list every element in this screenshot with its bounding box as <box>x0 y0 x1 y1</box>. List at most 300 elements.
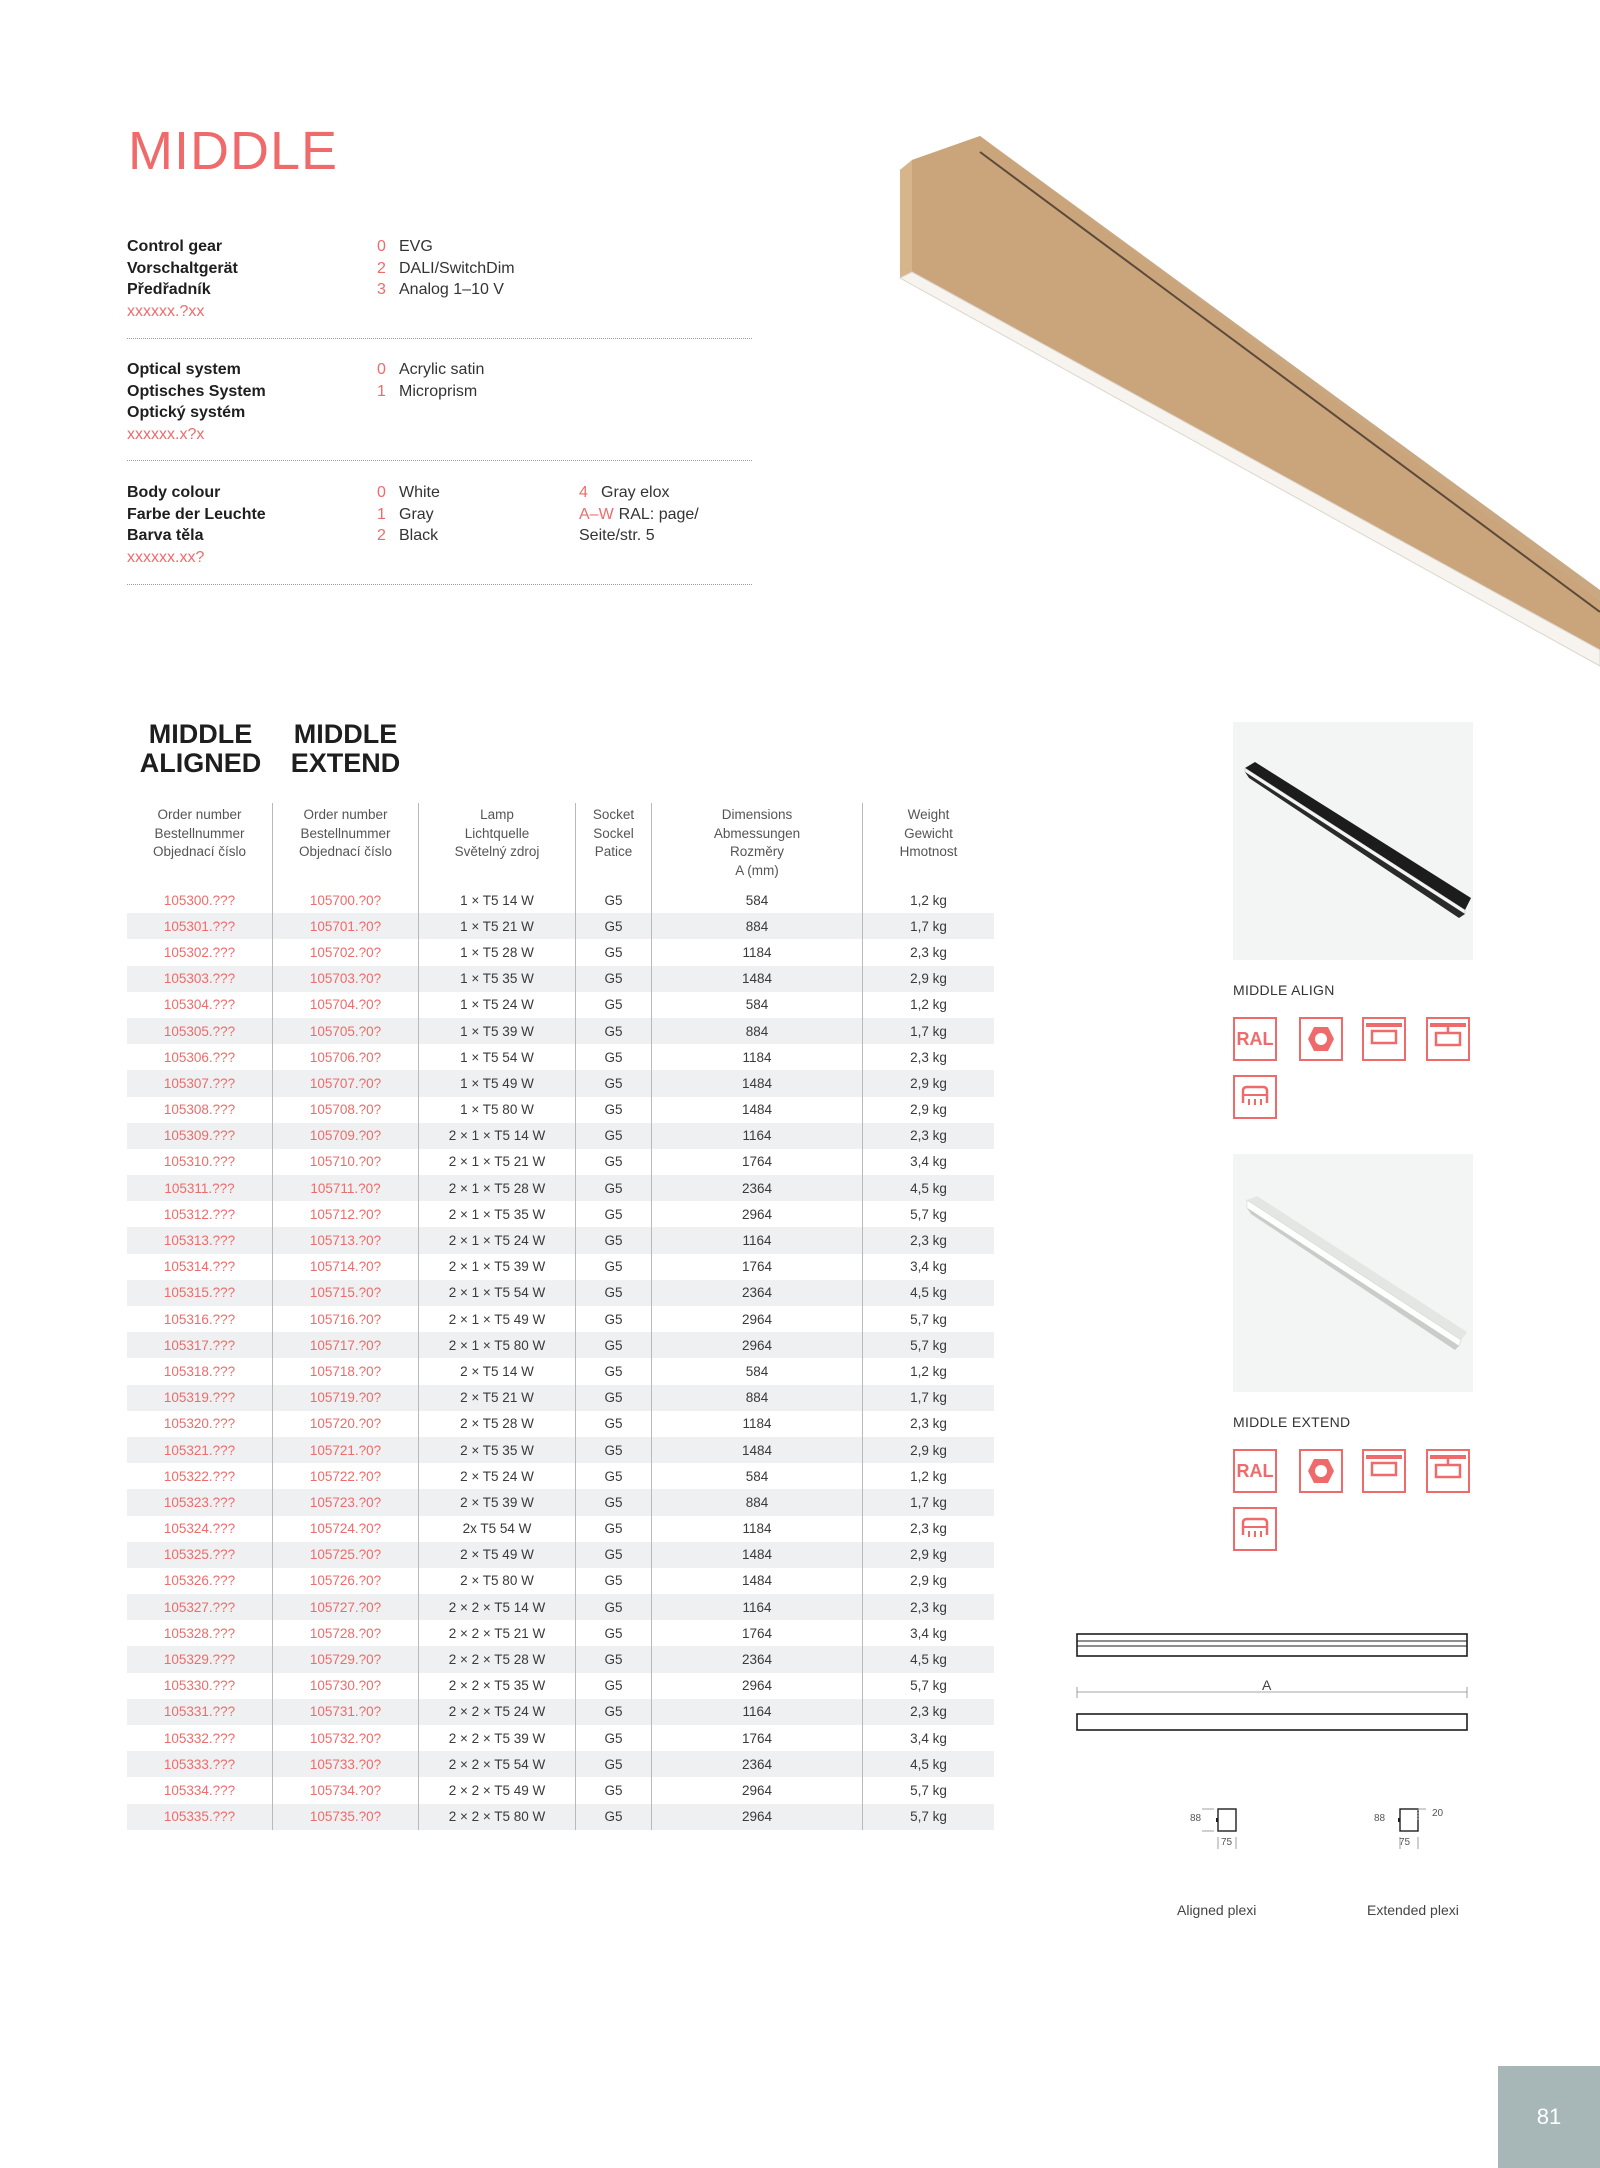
table-cell: 1 × T5 21 W <box>419 913 576 939</box>
table-cell: G5 <box>576 1594 652 1620</box>
table-row <box>127 1097 994 1123</box>
option-label: Optical system <box>127 361 241 378</box>
table-cell: 1764 <box>652 1254 863 1280</box>
suspended-mount-icon <box>1426 1017 1470 1061</box>
table-cell: 4,5 kg <box>863 1280 995 1306</box>
table-cell: 105735.?0? <box>273 1804 419 1830</box>
table-cell: 2364 <box>652 1175 863 1201</box>
table-cell: 105332.??? <box>163 1730 236 1746</box>
table-row <box>127 1489 994 1515</box>
table-cell: 5,7 kg <box>863 1777 995 1803</box>
table-cell: 105307.??? <box>127 1070 273 1096</box>
option-value: Seite/str. 5 <box>579 527 655 544</box>
table-cell: G5 <box>576 1306 652 1332</box>
table-cell: 2,9 kg <box>863 1437 995 1463</box>
extended-height-label: 88 <box>1374 1813 1386 1824</box>
table-cell: 105300.??? <box>163 892 236 908</box>
table-cell: 2 × T5 80 W <box>419 1568 576 1594</box>
table-cell: 2 × 1 × T5 28 W <box>419 1175 576 1201</box>
table-cell: 5,7 kg <box>863 1306 995 1332</box>
table-cell: 1,7 kg <box>863 1018 995 1044</box>
table-cell: 105303.??? <box>127 966 273 992</box>
table-cell: 105728.?0? <box>273 1620 419 1646</box>
table-row <box>127 992 994 1018</box>
table-cell: 105705.?0? <box>273 1018 419 1044</box>
table-cell: 2 × T5 21 W <box>419 1385 576 1411</box>
table-row <box>127 939 994 965</box>
table-cell: 105319.??? <box>127 1385 273 1411</box>
header-socket: Socket Sockel Patice <box>576 803 652 887</box>
table-cell: 2,9 kg <box>863 1568 995 1594</box>
table-cell: 105710.?0? <box>273 1149 419 1175</box>
table-cell: 1 × T5 54 W <box>419 1044 576 1070</box>
table-cell: 2,3 kg <box>863 1044 995 1070</box>
table-row <box>127 1699 994 1725</box>
table-cell: 1164 <box>652 1227 863 1253</box>
table-cell: 2364 <box>652 1646 863 1672</box>
table-row <box>127 1358 994 1384</box>
table-cell: G5 <box>576 1411 652 1437</box>
option-optical-system <box>127 359 752 449</box>
ral-icon: RAL <box>1233 1017 1277 1061</box>
table-cell: 105707.?0? <box>273 1070 419 1096</box>
table-cell: G5 <box>576 1280 652 1306</box>
table-cell: 105306.??? <box>163 1049 236 1065</box>
table-cell: 884 <box>652 1385 863 1411</box>
table-cell: G5 <box>576 1070 652 1096</box>
table-cell: 2 × 1 × T5 14 W <box>419 1123 576 1149</box>
table-cell: G5 <box>576 1463 652 1489</box>
table-cell: 1184 <box>652 1516 863 1542</box>
option-label: Vorschaltgerät <box>127 259 238 277</box>
table-cell: 2 × 2 × T5 28 W <box>419 1646 576 1672</box>
table-cell: 105718.?0? <box>273 1358 419 1384</box>
table-row <box>127 1673 994 1699</box>
table-cell: 105324.??? <box>163 1521 236 1537</box>
table-cell: 1164 <box>652 1699 863 1725</box>
table-cell: 1164 <box>652 1594 863 1620</box>
table-cell: G5 <box>576 1123 652 1149</box>
product-caption: MIDDLE EXTEND <box>1233 1414 1351 1430</box>
table-cell: 105702.?0? <box>273 939 419 965</box>
table-cell: 105315.??? <box>127 1280 273 1306</box>
table-row <box>127 1018 994 1044</box>
table-cell: 105720.?0? <box>273 1411 419 1437</box>
table-cell: 584 <box>652 992 863 1018</box>
table-cell: 105712.?0? <box>273 1201 419 1227</box>
table-cell: G5 <box>576 1489 652 1515</box>
table-cell: 2964 <box>652 1673 863 1699</box>
table-cell: 2 × 2 × T5 21 W <box>419 1620 576 1646</box>
table-cell: 105314.??? <box>163 1259 236 1275</box>
table-cell: 105334.??? <box>163 1782 236 1798</box>
table-cell: 2 × 2 × T5 24 W <box>419 1699 576 1725</box>
table-row <box>127 887 994 913</box>
table-cell: 105715.?0? <box>273 1280 419 1306</box>
table-cell: 2 × 1 × T5 21 W <box>419 1149 576 1175</box>
table-cell: 2364 <box>652 1751 863 1777</box>
table-cell: 105304.??? <box>163 997 236 1013</box>
table-row <box>127 1044 994 1070</box>
extended-ext-label: 20 <box>1432 1808 1444 1819</box>
table-cell: 2364 <box>652 1280 863 1306</box>
option-value: 2 Black <box>377 527 439 544</box>
table-cell: G5 <box>576 1673 652 1699</box>
table-cell: 105310.??? <box>163 1154 236 1170</box>
option-label: Optický systém <box>127 404 246 421</box>
table-cell: 1484 <box>652 1437 863 1463</box>
table-cell: 105726.?0? <box>273 1568 419 1594</box>
table-cell: 105722.?0? <box>273 1463 419 1489</box>
table-cell: 105326.??? <box>163 1573 236 1589</box>
table-cell: G5 <box>576 1175 652 1201</box>
table-cell: G5 <box>576 1751 652 1777</box>
table-cell: 105700.?0? <box>273 887 419 913</box>
table-cell: 105323.??? <box>127 1489 273 1515</box>
table-row <box>127 1254 994 1280</box>
table-cell: 2 × T5 49 W <box>419 1542 576 1568</box>
table-cell: G5 <box>576 1568 652 1594</box>
table-cell: 1484 <box>652 966 863 992</box>
table-cell: G5 <box>576 1044 652 1070</box>
table-cell: 584 <box>652 1463 863 1489</box>
table-cell: 105706.?0? <box>273 1044 419 1070</box>
table-cell: G5 <box>576 1018 652 1044</box>
aligned-caption: Aligned plexi <box>1177 1902 1257 1918</box>
table-cell: G5 <box>576 1097 652 1123</box>
table-cell: 1184 <box>652 939 863 965</box>
table-row <box>127 1568 994 1594</box>
hexagon-icon <box>1299 1449 1343 1493</box>
table-row <box>127 1306 994 1332</box>
table-cell: 105313.??? <box>127 1227 273 1253</box>
table-cell: 105711.?0? <box>273 1175 419 1201</box>
divider <box>127 338 752 339</box>
extended-width-label: 75 <box>1399 1837 1411 1848</box>
variant-aligned-heading: MIDDLE ALIGNED <box>139 719 262 778</box>
ral-icon: RAL <box>1233 1449 1277 1493</box>
option-value: 3 Analog 1–10 V <box>377 281 504 298</box>
table-cell: 105329.??? <box>127 1646 273 1672</box>
table-cell: 2,9 kg <box>863 1542 995 1568</box>
table-row <box>127 1777 994 1803</box>
table-cell: 2 × 2 × T5 80 W <box>419 1804 576 1830</box>
table-cell: 2964 <box>652 1777 863 1803</box>
option-value: 1 Gray <box>377 505 434 523</box>
table-cell: G5 <box>576 1358 652 1384</box>
table-cell: G5 <box>576 1620 652 1646</box>
table-row <box>127 1804 994 1830</box>
table-row <box>127 966 994 992</box>
option-label: Předřadník <box>127 281 211 298</box>
table-cell: 2,9 kg <box>863 1070 995 1096</box>
table-cell: 105733.?0? <box>273 1751 419 1777</box>
option-label: Farbe der Leuchte <box>127 505 266 523</box>
table-cell: G5 <box>576 1437 652 1463</box>
table-cell: 2 × 1 × T5 54 W <box>419 1280 576 1306</box>
table-cell: 584 <box>652 1358 863 1384</box>
table-cell: 2,9 kg <box>863 1097 995 1123</box>
table-cell: 105325.??? <box>127 1542 273 1568</box>
table-cell: 105318.??? <box>163 1363 236 1379</box>
table-cell: 105327.??? <box>127 1594 273 1620</box>
table-cell: 105331.??? <box>127 1699 273 1725</box>
header-weight: Weight Gewicht Hmotnost <box>863 803 995 887</box>
table-cell: G5 <box>576 1227 652 1253</box>
table-cell: 2 × 1 × T5 80 W <box>419 1332 576 1358</box>
table-cell: 105732.?0? <box>273 1725 419 1751</box>
table-cell: 1,2 kg <box>863 992 995 1018</box>
option-value: 2 DALI/SwitchDim <box>377 259 515 277</box>
table-row <box>127 1227 994 1253</box>
table-cell: 5,7 kg <box>863 1201 995 1227</box>
table-cell: 105309.??? <box>127 1123 273 1149</box>
table-cell: 2,3 kg <box>863 1123 995 1149</box>
table-row <box>127 1542 994 1568</box>
table-cell: G5 <box>576 1699 652 1725</box>
table-cell: 105724.?0? <box>273 1516 419 1542</box>
option-label: Body colour <box>127 484 221 501</box>
table-cell: 105713.?0? <box>273 1227 419 1253</box>
table-cell: 3,4 kg <box>863 1149 995 1175</box>
table-row <box>127 1725 994 1751</box>
table-cell: 3,4 kg <box>863 1725 995 1751</box>
table-cell: 105302.??? <box>163 944 236 960</box>
table-row <box>127 1280 994 1306</box>
table-cell: 105704.?0? <box>273 992 419 1018</box>
option-value: 1 Microprism <box>377 382 478 400</box>
option-body-colour <box>127 482 752 572</box>
table-row <box>127 1516 994 1542</box>
table-cell: 105317.??? <box>127 1332 273 1358</box>
luminaire-hero-image <box>880 130 1600 690</box>
table-cell: 1484 <box>652 1568 863 1594</box>
table-cell: 2,3 kg <box>863 1699 995 1725</box>
table-row <box>127 1385 994 1411</box>
table-cell: G5 <box>576 1149 652 1175</box>
table-cell: 5,7 kg <box>863 1673 995 1699</box>
option-value: A–W RAL: page/ <box>579 505 699 523</box>
table-cell: 2 × 1 × T5 39 W <box>419 1254 576 1280</box>
table-cell: 105328.??? <box>163 1625 236 1641</box>
option-code: xxxxxx.xx? <box>127 548 205 566</box>
table-cell: 1764 <box>652 1725 863 1751</box>
table-cell: 2,3 kg <box>863 1594 995 1620</box>
table-cell: 2 × 1 × T5 49 W <box>419 1306 576 1332</box>
table-cell: 1184 <box>652 1044 863 1070</box>
table-cell: 105729.?0? <box>273 1646 419 1672</box>
dali-driver-icon <box>1233 1075 1277 1119</box>
dali-driver-icon <box>1233 1507 1277 1551</box>
table-row <box>127 1463 994 1489</box>
table-cell: 1,7 kg <box>863 1489 995 1515</box>
table-cell: 2 × T5 24 W <box>419 1463 576 1489</box>
table-cell: 105734.?0? <box>273 1777 419 1803</box>
table-cell: 1764 <box>652 1149 863 1175</box>
table-cell: 2,3 kg <box>863 1227 995 1253</box>
table-cell: 1 × T5 80 W <box>419 1097 576 1123</box>
table-cell: 884 <box>652 913 863 939</box>
table-cell: 105312.??? <box>163 1206 236 1222</box>
option-code: xxxxxx.?xx <box>127 302 205 320</box>
page-title: MIDDLE <box>128 121 339 181</box>
table-cell: 105716.?0? <box>273 1306 419 1332</box>
table-cell: 105335.??? <box>127 1804 273 1830</box>
table-cell: 2964 <box>652 1804 863 1830</box>
table-cell: 1 × T5 35 W <box>419 966 576 992</box>
table-cell: 584 <box>652 887 863 913</box>
table-cell: G5 <box>576 1516 652 1542</box>
option-code: xxxxxx.x?x <box>127 425 205 443</box>
table-cell: 105703.?0? <box>273 966 419 992</box>
table-row <box>127 1123 994 1149</box>
table-cell: 105308.??? <box>163 1102 236 1118</box>
table-cell: 105701.?0? <box>273 913 419 939</box>
table-cell: 1484 <box>652 1542 863 1568</box>
table-cell: 2 × 2 × T5 54 W <box>419 1751 576 1777</box>
table-cell: 105301.??? <box>127 913 273 939</box>
table-cell: G5 <box>576 913 652 939</box>
suspended-mount-icon <box>1426 1449 1470 1493</box>
table-cell: G5 <box>576 1646 652 1672</box>
option-value: 4 Gray elox <box>579 484 670 501</box>
table-cell: 105721.?0? <box>273 1437 419 1463</box>
table-cell: G5 <box>576 887 652 913</box>
table-cell: 2 × T5 28 W <box>419 1411 576 1437</box>
table-cell: 2 × 2 × T5 35 W <box>419 1673 576 1699</box>
table-cell: 105316.??? <box>163 1311 236 1327</box>
option-value: 0 EVG <box>377 238 433 255</box>
table-cell: G5 <box>576 992 652 1018</box>
table-cell: G5 <box>576 1777 652 1803</box>
product-caption: MIDDLE ALIGN <box>1233 982 1335 998</box>
table-cell: G5 <box>576 1542 652 1568</box>
hexagon-icon <box>1299 1017 1343 1061</box>
extended-caption: Extended plexi <box>1367 1902 1459 1918</box>
table-cell: 105333.??? <box>127 1751 273 1777</box>
table-cell: 5,7 kg <box>863 1804 995 1830</box>
dimension-label: A <box>1262 1677 1272 1693</box>
table-cell: 2,3 kg <box>863 939 995 965</box>
table-row <box>127 1332 994 1358</box>
table-cell: 2 × 2 × T5 14 W <box>419 1594 576 1620</box>
table-cell: 2964 <box>652 1201 863 1227</box>
table-cell: 105730.?0? <box>273 1673 419 1699</box>
table-row <box>127 1411 994 1437</box>
table-cell: 4,5 kg <box>863 1751 995 1777</box>
technical-drawing <box>1072 1630 1472 1740</box>
table-cell: G5 <box>576 1332 652 1358</box>
table-cell: 105311.??? <box>127 1175 273 1201</box>
table-cell: 1 × T5 24 W <box>419 992 576 1018</box>
table-cell: 1,2 kg <box>863 1463 995 1489</box>
table-cell: 1484 <box>652 1070 863 1096</box>
table-cell: G5 <box>576 1385 652 1411</box>
table-cell: 4,5 kg <box>863 1646 995 1672</box>
table-cell: 2 × 2 × T5 49 W <box>419 1777 576 1803</box>
table-cell: G5 <box>576 1201 652 1227</box>
table-row <box>127 1594 994 1620</box>
page-number: 81 <box>1498 2066 1600 2168</box>
table-cell: 884 <box>652 1018 863 1044</box>
table-cell: 2 × T5 39 W <box>419 1489 576 1515</box>
table-row <box>127 1751 994 1777</box>
table-cell: 2 × 1 × T5 24 W <box>419 1227 576 1253</box>
header-order-aligned: Order number Bestellnummer Objednací číslo <box>152 807 247 859</box>
table-cell: 1 × T5 39 W <box>419 1018 576 1044</box>
table-cell: G5 <box>576 966 652 992</box>
table-row <box>127 1175 994 1201</box>
table-cell: 105330.??? <box>163 1678 236 1694</box>
table-cell: 2,9 kg <box>863 966 995 992</box>
table-cell: 2964 <box>652 1332 863 1358</box>
aligned-height-label: 88 <box>1190 1813 1202 1824</box>
option-control-gear <box>127 236 752 326</box>
table-cell: G5 <box>576 1725 652 1751</box>
table-cell: 3,4 kg <box>863 1254 995 1280</box>
table-header-row <box>127 803 994 887</box>
table-cell: 105709.?0? <box>273 1123 419 1149</box>
table-row <box>127 1646 994 1672</box>
table-cell: 2,3 kg <box>863 1516 995 1542</box>
table-row <box>127 1149 994 1175</box>
table-cell: 105320.??? <box>163 1416 236 1432</box>
header-order-extend: Order number Bestellnummer Objednací číslo <box>273 803 419 887</box>
table-cell: 1164 <box>652 1123 863 1149</box>
table-cell: G5 <box>576 1254 652 1280</box>
table-cell: 2 × 2 × T5 39 W <box>419 1725 576 1751</box>
table-cell: 2 × 1 × T5 35 W <box>419 1201 576 1227</box>
table-cell: G5 <box>576 939 652 965</box>
table-cell: G5 <box>576 1804 652 1830</box>
table-cell: 105305.??? <box>127 1018 273 1044</box>
surface-mount-icon <box>1362 1449 1406 1493</box>
table-cell: 884 <box>652 1489 863 1515</box>
table-cell: 105725.?0? <box>273 1542 419 1568</box>
option-label: Control gear <box>127 238 223 255</box>
option-value: 0 White <box>377 484 440 501</box>
table-cell: 105731.?0? <box>273 1699 419 1725</box>
header-dimensions: Dimensions Abmessungen Rozměry A (mm) <box>652 803 863 887</box>
table-cell: 4,5 kg <box>863 1175 995 1201</box>
spec-table <box>127 803 994 1830</box>
surface-mount-icon <box>1362 1017 1406 1061</box>
table-cell: 1484 <box>652 1097 863 1123</box>
option-value: 0 Acrylic satin <box>377 361 485 378</box>
table-cell: 3,4 kg <box>863 1620 995 1646</box>
table-cell: 2964 <box>652 1306 863 1332</box>
table-cell: 1,7 kg <box>863 1385 995 1411</box>
aligned-width-label: 75 <box>1221 1837 1233 1848</box>
table-row <box>127 1070 994 1096</box>
table-row <box>127 1620 994 1646</box>
variant-extend-heading: MIDDLE EXTEND <box>290 719 401 778</box>
table-cell: 2 × T5 35 W <box>419 1437 576 1463</box>
table-cell: 105322.??? <box>163 1468 236 1484</box>
table-cell: 1 × T5 49 W <box>419 1070 576 1096</box>
middle-align-photo <box>1233 722 1473 960</box>
table-cell: 5,7 kg <box>863 1332 995 1358</box>
table-cell: 105321.??? <box>127 1437 273 1463</box>
table-cell: 105723.?0? <box>273 1489 419 1515</box>
table-cell: 105714.?0? <box>273 1254 419 1280</box>
table-cell: 2 × T5 14 W <box>419 1358 576 1384</box>
table-row <box>127 1201 994 1227</box>
table-cell: 1 × T5 14 W <box>419 887 576 913</box>
table-cell: 2x T5 54 W <box>419 1516 576 1542</box>
table-row <box>127 1437 994 1463</box>
option-label: Optisches System <box>127 382 266 400</box>
